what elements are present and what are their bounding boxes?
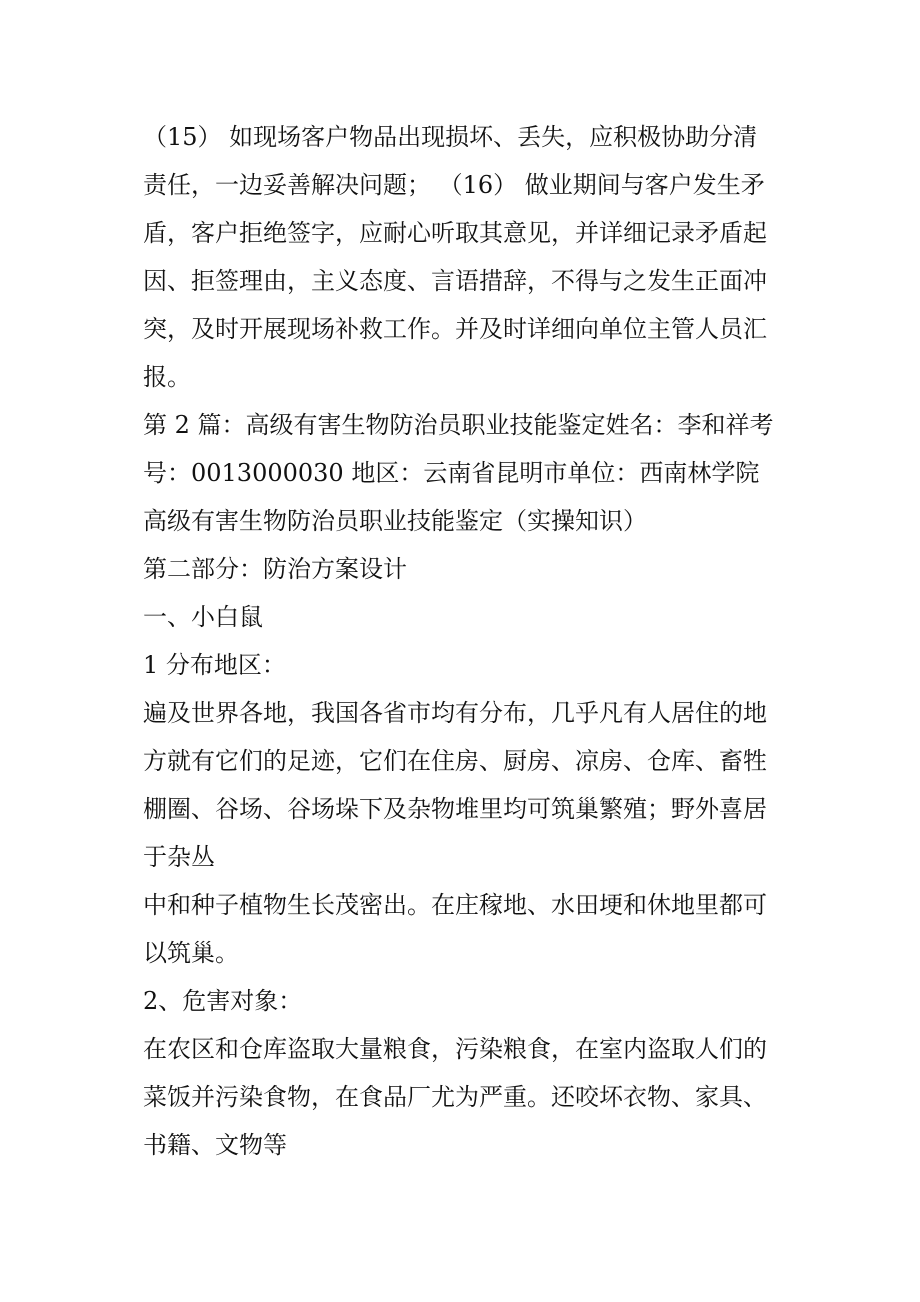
part-heading: 第二部分：防治方案设计 xyxy=(143,555,407,583)
text-line: 报。 xyxy=(143,363,191,391)
subsection-heading: 一、小白鼠 xyxy=(143,603,263,631)
text-line: 遍及世界各地，我国各省市均有分布，几乎凡有人居住的地 xyxy=(143,699,767,727)
text-line: 因、拒签理由，主义态度、言语措辞，不得与之发生正面冲 xyxy=(143,267,767,295)
text-line: 盾，客户拒绝签字，应耐心听取其意见，并详细记录矛盾起 xyxy=(143,219,767,247)
text-line: 中和种子植物生长茂密出。在庄稼地、水田埂和休地里都可 xyxy=(143,891,767,919)
document-body xyxy=(143,113,793,1169)
text-line: 以筑巢。 xyxy=(143,939,239,967)
item-heading: 2、危害对象： xyxy=(143,987,303,1015)
document-title: 高级有害生物防治员职业技能鉴定（实操知识） xyxy=(143,507,647,535)
text-line: 书籍、文物等 xyxy=(143,1131,287,1159)
text-line: 菜饭并污染食物，在食品厂尤为严重。还咬坏衣物、家具、 xyxy=(143,1083,767,1111)
text-line: 棚圈、谷场、谷场垛下及杂物堆里均可筑巢繁殖；野外喜居 xyxy=(143,795,767,823)
text-line: 责任，一边妥善解决问题； （16） 做业期间与客户发生矛 xyxy=(143,171,765,199)
text-line: 于杂丛 xyxy=(143,843,215,871)
item-heading: 1 分布地区： xyxy=(143,651,286,679)
section-heading-line: 第 2 篇：高级有害生物防治员职业技能鉴定姓名：李和祥考 xyxy=(143,411,774,439)
text-line: 在农区和仓库盗取大量粮食，污染粮食，在室内盗取人们的 xyxy=(143,1035,767,1063)
text-line: 突，及时开展现场补救工作。并及时详细向单位主管人员汇 xyxy=(143,315,767,343)
text-line: 号：0013000030 地区：云南省昆明市单位：西南林学院 xyxy=(143,459,760,487)
text-line: （15） 如现场客户物品出现损坏、丢失，应积极协助分清 xyxy=(143,123,758,151)
text-line: 方就有它们的足迹，它们在住房、厨房、凉房、仓库、畜牲 xyxy=(143,747,767,775)
